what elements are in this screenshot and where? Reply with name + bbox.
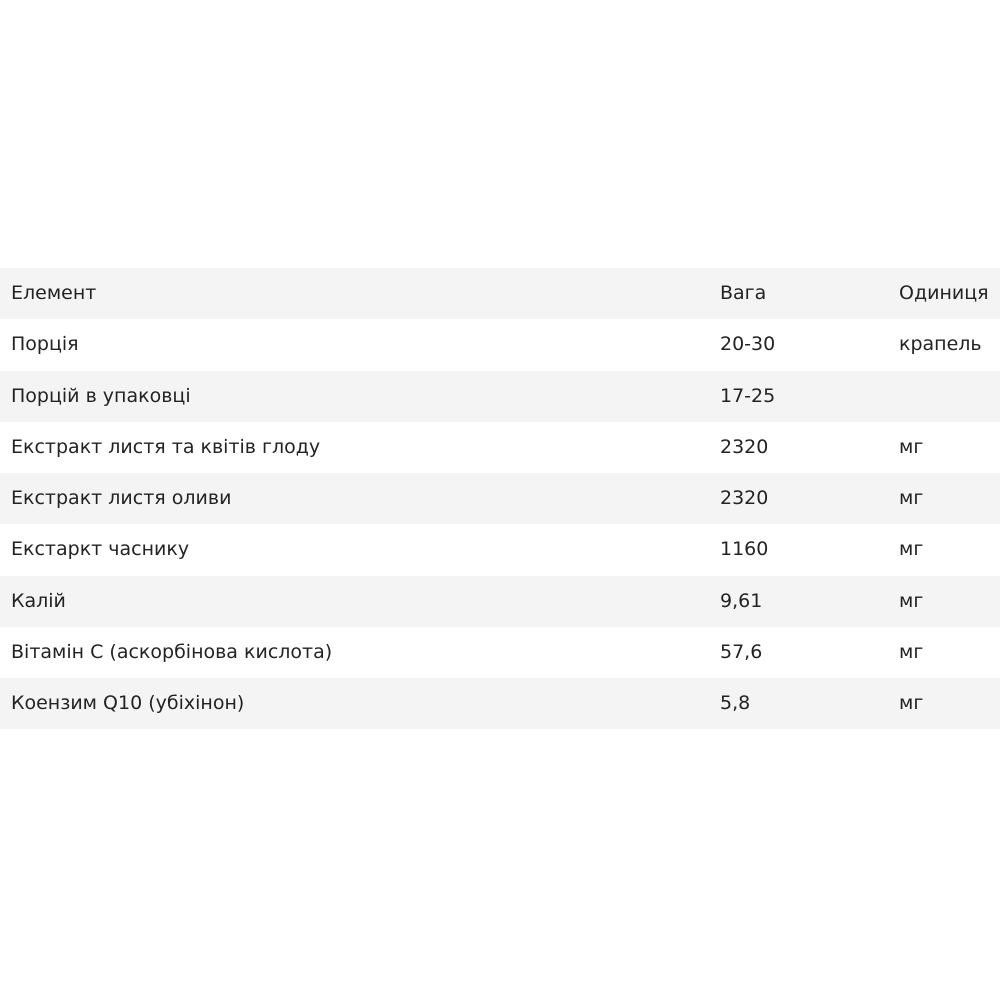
row-unit: мг [899,489,924,509]
row-unit: мг [899,591,924,611]
table-row [0,422,1000,473]
row-unit: мг [899,540,924,560]
row-weight: 5,8 [720,694,751,714]
table-header-row [0,268,1000,319]
row-element: Екстракт листя та квітів глоду [11,437,321,457]
row-element: Калій [11,591,66,611]
table-row [0,371,1000,422]
row-weight: 2320 [720,489,769,509]
header-element: Елемент [11,284,97,304]
row-weight: 2320 [720,437,769,457]
row-element: Вітамін С (аскорбінова кислота) [11,642,333,662]
header-unit: Одиниця [899,284,989,304]
row-element: Екстаркт часнику [11,540,190,560]
composition-table [0,268,1000,729]
row-weight: 9,61 [720,591,763,611]
table-row [0,524,1000,575]
table-row [0,627,1000,678]
row-unit: мг [899,694,924,714]
row-unit: мг [899,642,924,662]
row-element: Порція [11,335,79,355]
row-element: Коензим Q10 (убіхінон) [11,694,245,714]
row-element: Порцій в упаковці [11,386,191,406]
row-weight: 57,6 [720,642,763,662]
row-weight: 1160 [720,540,769,560]
row-unit: мг [899,437,924,457]
row-element: Екстракт листя оливи [11,489,232,509]
header-weight: Вага [720,284,767,304]
table-row [0,473,1000,524]
row-weight: 20-30 [720,335,776,355]
table-row [0,678,1000,729]
row-weight: 17-25 [720,386,776,406]
table-row [0,576,1000,627]
table-row [0,319,1000,370]
row-unit: крапель [899,335,982,355]
